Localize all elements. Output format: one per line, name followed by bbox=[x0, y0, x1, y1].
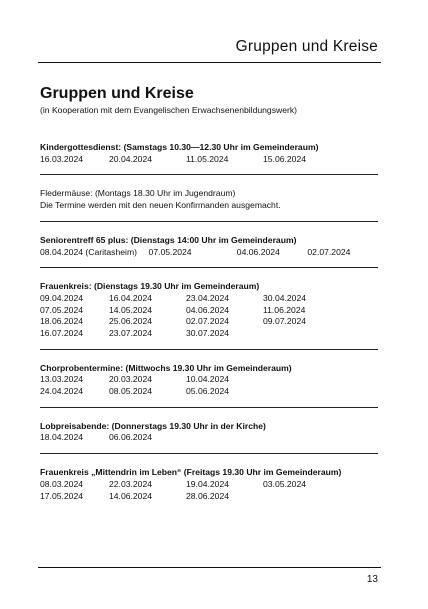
date-cell: 28.06.2024 bbox=[186, 490, 230, 501]
section-heading bbox=[40, 142, 378, 154]
section-seniorentreff bbox=[40, 235, 378, 258]
date-cell: 13.03.2024 bbox=[40, 374, 84, 385]
date-cell: 11.06.2024 bbox=[263, 304, 306, 315]
date-row bbox=[40, 491, 378, 503]
section-heading bbox=[40, 235, 378, 247]
section-divider bbox=[40, 174, 378, 175]
date-cell: 11.05.2024 bbox=[186, 153, 229, 164]
date-cell: 04.06.2024 bbox=[236, 246, 280, 257]
page-subtitle: (in Kooperation mit dem Evangelischen Erwachsenenbildungswerk) bbox=[40, 105, 297, 115]
section-fledermaeuse bbox=[40, 188, 378, 211]
section-divider bbox=[40, 453, 378, 454]
section-detail-time: 14:00 bbox=[177, 234, 200, 245]
date-cell: 18.06.2024 bbox=[40, 316, 84, 327]
date-cell: 22.03.2024 bbox=[109, 478, 153, 489]
date-cell: 02.07.2024 bbox=[186, 316, 230, 327]
section-heading bbox=[40, 281, 378, 293]
section-detail-pre: (Donnerstags bbox=[111, 420, 170, 431]
section-detail-time: 19.30 bbox=[140, 281, 162, 292]
date-cell: 20.04.2024 bbox=[109, 153, 153, 164]
date-cell: 14.06.2024 bbox=[109, 490, 153, 501]
date-cell: 02.07.2024 bbox=[307, 246, 351, 257]
section-detail-post: Uhr im Gemeinderaum) bbox=[243, 467, 342, 478]
date-cell: 15.06.2024 bbox=[263, 153, 307, 164]
date-cell: 08.04.2024 (Caritasheim) bbox=[40, 246, 137, 257]
date-row bbox=[40, 432, 378, 444]
section-lobpreisabende bbox=[40, 421, 378, 444]
date-cell: 16.04.2024 bbox=[109, 292, 153, 303]
date-cell: 30.07.2024 bbox=[186, 327, 230, 338]
section-frauenkreis-mittendrin bbox=[40, 467, 378, 502]
section-detail-time: 10.30—12.30 bbox=[169, 142, 222, 152]
date-row bbox=[40, 386, 378, 398]
date-cell: 07.05.2024 bbox=[148, 246, 192, 257]
section-name: Frauenkreis „Mittendrin im Leben“ bbox=[40, 467, 182, 478]
date-cell: 18.04.2024 bbox=[40, 432, 84, 443]
section-detail-post: Uhr im Gemeinderaum) bbox=[199, 234, 297, 245]
section-name: Seniorentreff 65 plus: bbox=[40, 234, 129, 245]
date-row bbox=[40, 479, 378, 491]
date-cell: 25.06.2024 bbox=[109, 316, 153, 327]
footer-divider bbox=[38, 567, 381, 568]
date-cell: 16.07.2024 bbox=[40, 327, 84, 338]
date-row bbox=[40, 316, 378, 328]
section-detail-time: 19.30 bbox=[222, 467, 244, 478]
date-row bbox=[40, 305, 378, 317]
date-cell: 17.05.2024 bbox=[40, 490, 84, 501]
section-frauenkreis bbox=[40, 281, 378, 339]
section-kindergottesdienst bbox=[40, 142, 378, 165]
section-heading bbox=[40, 421, 378, 433]
date-cell: 23.04.2024 bbox=[186, 292, 230, 303]
section-name: Frauenkreis: bbox=[40, 281, 92, 292]
page-number: 13 bbox=[366, 574, 378, 585]
section-detail-pre: (Dienstags bbox=[130, 234, 178, 245]
section-name: Fledermäuse: bbox=[40, 188, 93, 199]
section-divider bbox=[40, 267, 378, 268]
section-detail-post: Uhr in der Kirche) bbox=[190, 420, 266, 431]
section-divider bbox=[40, 221, 378, 222]
running-header-title: Gruppen und Kreise bbox=[235, 38, 378, 55]
section-detail-post: Uhr im Gemeinderaum) bbox=[161, 281, 260, 292]
date-cell: 10.04.2024 bbox=[186, 374, 230, 385]
section-heading bbox=[40, 467, 378, 479]
section-detail-pre: (Dienstags bbox=[93, 281, 141, 292]
section-detail-time: 19.30 bbox=[169, 420, 191, 431]
date-cell: 08.05.2024 bbox=[109, 386, 153, 397]
section-detail-pre: (Montags 18.30 Uhr im Jugendraum) bbox=[94, 188, 236, 199]
section-detail-pre: (Mittwochs bbox=[125, 362, 173, 373]
section-name: Lobpreisabende: bbox=[40, 420, 110, 431]
date-row bbox=[40, 328, 378, 340]
page-title: Gruppen und Kreise bbox=[40, 85, 194, 102]
date-row bbox=[40, 293, 378, 305]
section-divider bbox=[40, 407, 378, 408]
section-name: Chorprobentermine: bbox=[40, 362, 124, 373]
section-heading bbox=[40, 188, 378, 200]
section-heading bbox=[40, 363, 378, 375]
date-cell: 08.03.2024 bbox=[40, 478, 84, 489]
date-cell: 23.07.2024 bbox=[109, 327, 153, 338]
date-cell: 24.04.2024 bbox=[40, 386, 84, 397]
date-row bbox=[40, 154, 378, 166]
schedule-sections bbox=[40, 142, 378, 502]
section-divider bbox=[40, 349, 378, 350]
date-cell: 20.03.2024 bbox=[109, 374, 153, 385]
section-detail-time: 19.30 bbox=[172, 362, 195, 373]
date-row bbox=[40, 374, 378, 386]
section-detail-pre: (Freitags bbox=[183, 467, 223, 478]
section-name: Kindergottesdienst: bbox=[40, 142, 122, 152]
date-cell: 19.04.2024 bbox=[186, 478, 230, 489]
section-chorprobentermine bbox=[40, 363, 378, 398]
date-cell: 09.04.2024 bbox=[40, 292, 84, 303]
date-row bbox=[40, 247, 378, 259]
section-detail-pre: (Samstags bbox=[123, 142, 170, 152]
date-cell: 04.06.2024 bbox=[186, 304, 230, 315]
date-cell: 30.04.2024 bbox=[263, 292, 307, 303]
header-divider bbox=[38, 62, 381, 63]
section-detail-post: Uhr im Gemeinderaum) bbox=[221, 142, 319, 152]
date-cell: 09.07.2024 bbox=[263, 316, 307, 327]
date-cell: 07.05.2024 bbox=[40, 304, 84, 315]
date-cell: 06.06.2024 bbox=[109, 432, 153, 443]
date-cell bbox=[263, 328, 343, 340]
section-detail-post: Uhr im Gemeinderaum) bbox=[194, 362, 292, 373]
date-cell: 16.03.2024 bbox=[40, 153, 84, 164]
date-cell: 03.05.2024 bbox=[263, 478, 307, 489]
date-cell: 14.05.2024 bbox=[109, 304, 153, 315]
date-cell: 05.06.2024 bbox=[186, 386, 230, 397]
section-note: Die Termine werden mit den neuen Konfirmanden ausgemacht. bbox=[40, 200, 281, 211]
